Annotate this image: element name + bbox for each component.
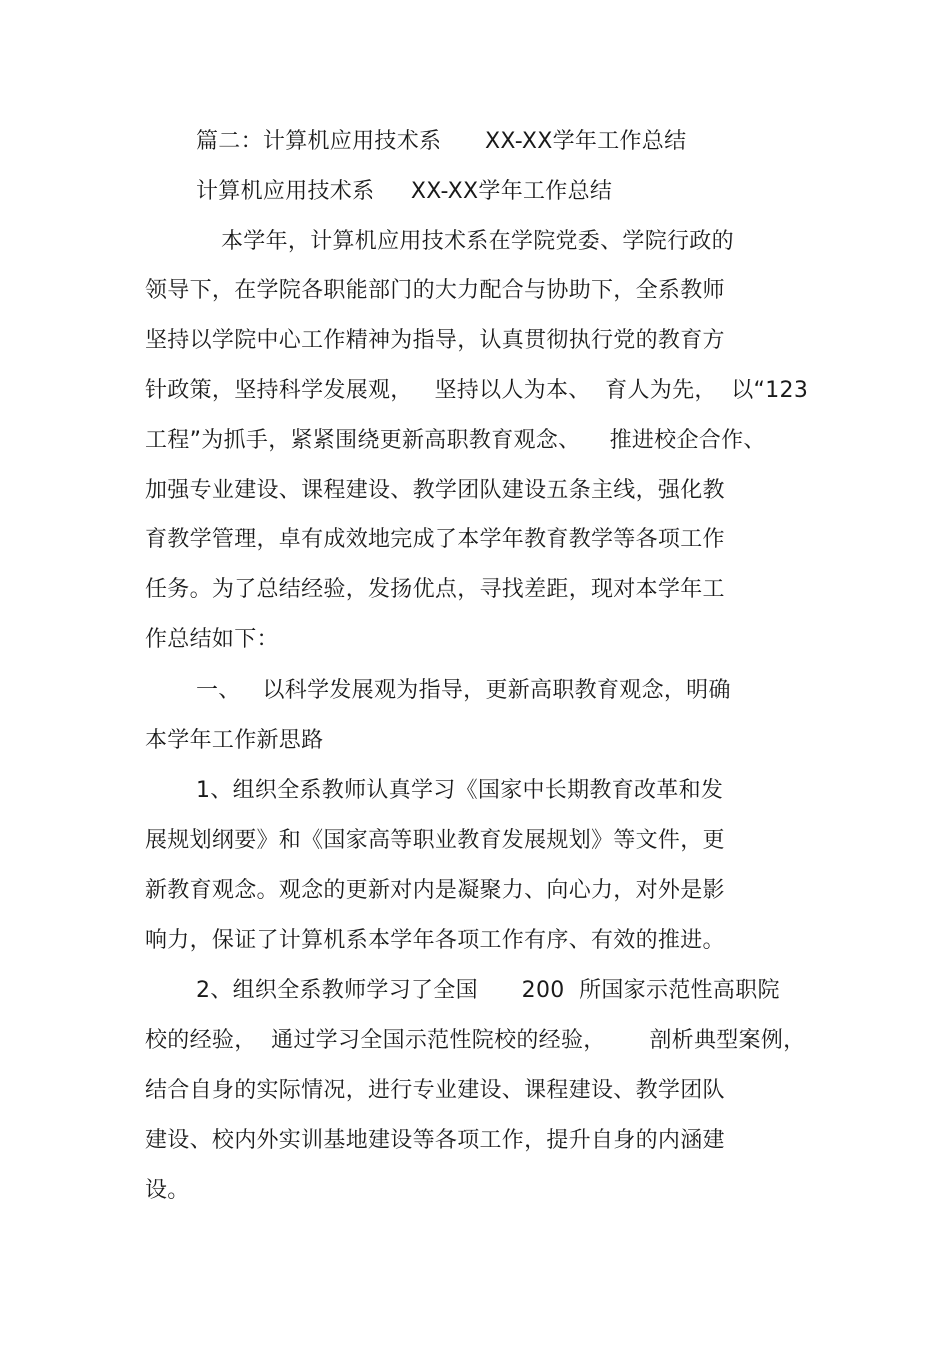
item2-line-5: 设。 <box>145 1178 190 1203</box>
section1-heading-line-1: 一、 以科学发展观为指导，更新高职教育观念，明确 <box>196 678 731 703</box>
item2-line-4: 建设、校内外实训基地建设等各项工作，提升自身的内涵建 <box>145 1128 725 1153</box>
chapter-heading: 篇二：计算机应用技术系 XX-XX学年工作总结 <box>196 129 687 154</box>
document-title: 计算机应用技术系 XX-XX学年工作总结 <box>196 179 613 204</box>
intro-line-7: 育教学管理，卓有成效地完成了本学年教育教学等各项工作 <box>145 527 725 552</box>
intro-line-8: 任务。为了总结经验，发扬优点，寻找差距，现对本学年工 <box>145 577 725 602</box>
item1-line-4: 响力，保证了计算机系本学年各项工作有序、有效的推进。 <box>145 928 725 953</box>
intro-line-3: 坚持以学院中心工作精神为指导，认真贯彻执行党的教育方 <box>145 328 725 353</box>
section1-heading-line-2: 本学年工作新思路 <box>145 728 324 753</box>
item1-line-1: 1、组织全系教师认真学习《国家中长期教育改革和发 <box>196 778 724 803</box>
item2-line-3: 结合自身的实际情况，进行专业建设、课程建设、教学团队 <box>145 1078 725 1103</box>
intro-line-5: 工程”为抓手，紧紧围绕更新高职教育观念、 推进校企合作、 <box>145 428 766 453</box>
item2-line-2: 校的经验， 通过学习全国示范性院校的经验， 剖析典型案例， <box>145 1028 806 1053</box>
item1-line-2: 展规划纲要》和《国家高等职业教育发展规划》等文件，更 <box>145 828 725 853</box>
intro-line-2: 领导下，在学院各职能部门的大力配合与协助下，全系教师 <box>145 278 725 303</box>
intro-line-1: 本学年，计算机应用技术系在学院党委、学院行政的 <box>221 229 734 254</box>
intro-line-9: 作总结如下： <box>145 627 279 652</box>
item1-line-3: 新教育观念。观念的更新对内是凝聚力、向心力，对外是影 <box>145 878 725 903</box>
item2-line-1: 2、组织全系教师学习了全国 200 所国家示范性高职院 <box>196 978 780 1003</box>
intro-line-6: 加强专业建设、课程建设、教学团队建设五条主线，强化教 <box>145 478 725 503</box>
intro-line-4: 针政策，坚持科学发展观， 坚持以人为本、 育人为先， 以“123 <box>145 378 809 403</box>
